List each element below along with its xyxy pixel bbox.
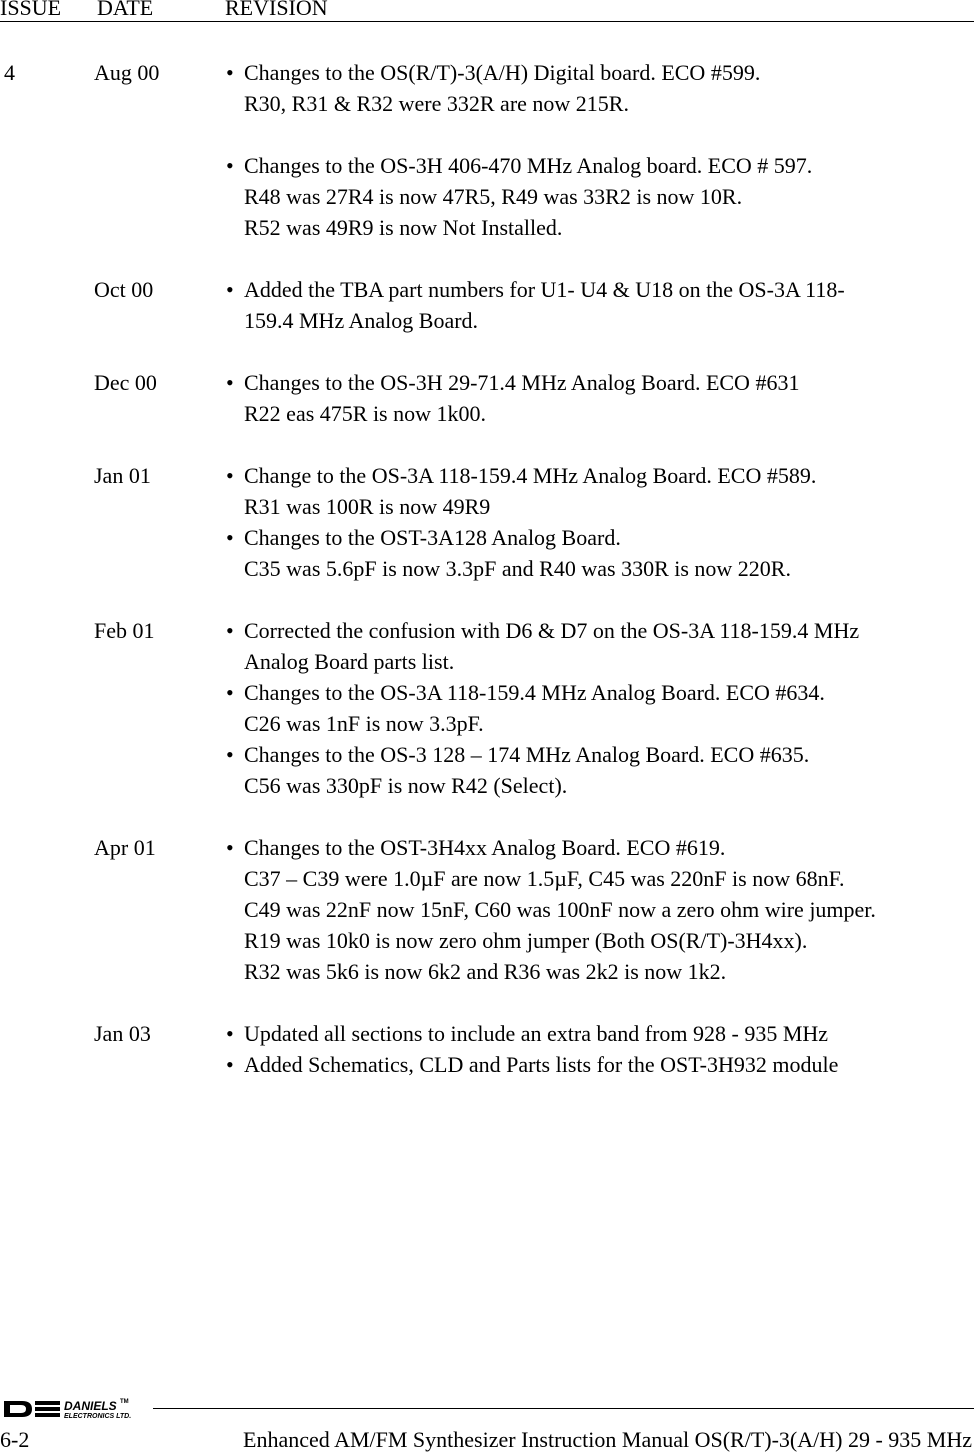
revision-text-line: Changes to the OST-3H4xx Analog Board. ECO #619. [244,835,726,860]
revision-entry [0,460,974,584]
revision-text-line: R22 eas 475R is now 1k00. [244,401,486,426]
bullet-marker: • [226,742,234,767]
column-header [0,0,974,22]
revision-item [226,1049,974,1080]
revision-text-line: R52 was 49R9 is now Not Installed. [244,215,563,240]
revision-item [226,677,974,739]
bullet-marker: • [226,680,234,705]
logo-e-bar-top [35,1401,60,1405]
logo-d-shape [4,1401,32,1417]
revision-items [226,274,974,336]
bullet-marker: • [226,525,234,550]
revision-text-line: Analog Board parts list. [244,649,455,674]
revision-items [226,1018,974,1080]
revision-item [226,150,974,243]
revision-item [226,367,974,429]
item-spacer [226,119,974,150]
bullet-marker: • [226,277,234,302]
revision-text-line: Added the TBA part numbers for U1- U4 & U18 on the OS-3A 118- [244,277,845,302]
daniels-logo-mark [2,1394,154,1420]
bullet-marker: • [226,618,234,643]
revision-entry [0,274,974,336]
revision-text-line: Updated all sections to include an extra band from 928 - 935 MHz [244,1021,829,1046]
bullet-marker: • [226,1052,234,1077]
revision-entry [0,367,974,429]
revision-text-line: Change to the OS-3A 118-159.4 MHz Analog Board. ECO #589. [244,463,817,488]
revision-text-line: R32 was 5k6 is now 6k2 and R36 was 2k2 is now 1k2. [244,959,727,984]
revision-text-line: C37 – C39 were 1.0µF are now 1.5µF, C45 was 220nF is now 68nF. [244,866,845,891]
revision-date: Jan 03 [94,1021,151,1046]
revision-text-line: Changes to the OS-3A 118-159.4 MHz Analog Board. ECO #634. [244,680,825,705]
revision-date: Dec 00 [94,370,157,395]
bullet-marker: • [226,60,234,85]
footer-rule [153,1408,974,1409]
revision-text-line: Changes to the OS-3H 29-71.4 MHz Analog Board. ECO #631 [244,370,800,395]
revision-entry [0,832,974,987]
revision-items [226,460,974,584]
revision-date: Apr 01 [94,835,156,860]
revision-text-line: R48 was 27R4 is now 47R5, R49 was 33R2 is now 10R. [244,184,743,209]
revision-column-label: REVISION [225,0,328,20]
revision-item [226,1018,974,1049]
revision-item [226,274,974,336]
revision-text-line: R19 was 10k0 is now zero ohm jumper (Both OS(R/T)-3H4xx). [244,928,808,953]
logo-tm-text: TM [120,1399,129,1405]
date-column-label: DATE [97,0,154,20]
revision-date: Aug 00 [94,60,160,85]
revision-item [226,739,974,801]
revision-date: Jan 01 [94,463,151,488]
revision-text-line: Added Schematics, CLD and Parts lists for the OST-3H932 module [244,1052,839,1077]
revision-text-line: C35 was 5.6pF is now 3.3pF and R40 was 330R is now 220R. [244,556,791,581]
revision-items [226,57,974,243]
revision-entry [0,1018,974,1080]
revision-date: Oct 00 [94,277,154,302]
revision-entry [0,57,974,243]
revision-text-line: C26 was 1nF is now 3.3pF. [244,711,484,736]
bullet-marker: • [226,835,234,860]
logo-e-bar-bottom [35,1413,60,1417]
bullet-marker: • [226,1021,234,1046]
revision-text-line: R30, R31 & R32 were 332R are now 215R. [244,91,629,116]
revision-items [226,367,974,429]
revision-entry [0,615,974,801]
revision-item [226,522,974,584]
revision-items [226,615,974,801]
logo-e-bar-mid [35,1407,60,1411]
revision-text-line: R31 was 100R is now 49R9 [244,494,491,519]
revision-text-line: Changes to the OS-3 128 – 174 MHz Analog Board. ECO #635. [244,742,810,767]
revision-item [226,460,974,522]
footer-title: Enhanced AM/FM Synthesizer Instruction Manual OS(R/T)-3(A/H) 29 - 935 MHz [243,1427,972,1452]
revision-text-line: 159.4 MHz Analog Board. [244,308,479,333]
issue-number: 4 [4,60,15,85]
logo-brand-text: DANIELS [64,1399,117,1413]
revision-text-line: Corrected the confusion with D6 & D7 on the OS-3A 118-159.4 MHz [244,618,860,643]
bullet-marker: • [226,153,234,178]
revision-list [0,57,974,1111]
revision-text-line: Changes to the OS(R/T)-3(A/H) Digital board. ECO #599. [244,60,761,85]
revision-date: Feb 01 [94,618,155,643]
revision-item [226,57,974,119]
logo-sub-text: ELECTRONICS LTD. [64,1413,132,1420]
bullet-marker: • [226,463,234,488]
revision-item [226,832,974,987]
revision-text-line: C49 was 22nF now 15nF, C60 was 100nF now a zero ohm wire jumper. [244,897,876,922]
revision-text-line: Changes to the OST-3A128 Analog Board. [244,525,621,550]
revision-text-line: C56 was 330pF is now R42 (Select). [244,773,568,798]
revision-items [226,832,974,987]
header-rule [0,21,974,22]
daniels-logo [2,1394,154,1420]
page-number: 6-2 [0,1427,30,1452]
issue-column-label: ISSUE [0,0,62,20]
revision-text-line: Changes to the OS-3H 406-470 MHz Analog board. ECO # 597. [244,153,813,178]
bullet-marker: • [226,370,234,395]
revision-item [226,615,974,677]
